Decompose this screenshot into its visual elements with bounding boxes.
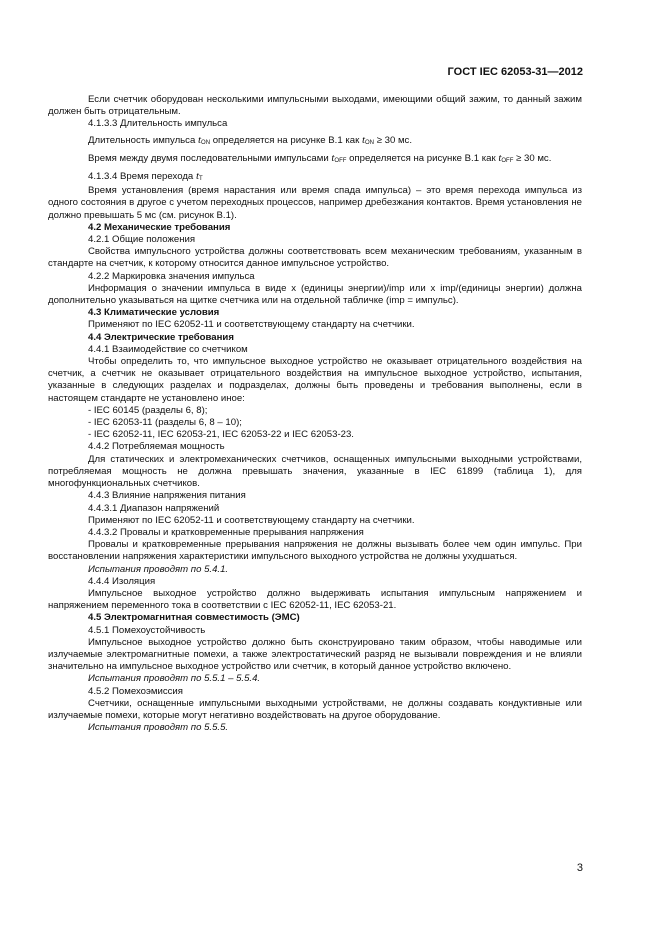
paragraph: Применяют по IEC 62052-11 и соответствующему стандарту на счетчики. xyxy=(88,514,415,526)
paragraph: Провалы и кратковременные прерывания напряжения не должны вызывать более чем один импульс. При восстановлении напряжения характеристики импульсного выходного устройства не должны ухудшаться. xyxy=(48,539,582,563)
t-on-symbol: tON xyxy=(361,133,375,146)
paragraph: Информация о значении импульса в виде x (единицы энергии)/imp или x imp/(единицы энергии) должна дополнительно указываться на щитке счетчика или на отдельной табличке (imp = импульс). xyxy=(48,282,582,307)
paragraph: Счетчики, оснащенные импульсными выходными устройствами, не должны создавать кондуктивные или излучаемые помехи, которые могут негативно воздействовать на другое оборудование. xyxy=(48,697,582,721)
subsection-heading: 4.2.2 Маркировка значения импульса xyxy=(88,270,255,282)
paragraph: Чтобы определить то, что импульсное выходное устройство не оказывает отрицательного воздействия на счетчик, а счетчик не оказывает отрицательного воздействия на импульсное выходное устройство, испытания, указанные в следующих разделах и подразделах, должны быть проведены и требования выполнены, если в настоящем стандарте не установлено иное: xyxy=(48,356,582,404)
paragraph: Импульсное выходное устройство должно выдерживать испытания импульсным напряжением и напряжением переменного тока в соответствии с IEC 62052-11, IEC 62053-21. xyxy=(48,587,582,612)
paragraph: Свойства импульсного устройства должны соответствовать всем механическим требованиям, указанным в стандарте на счетчик, к которому относится данное импульсное устройство. xyxy=(48,246,582,270)
subsection-heading: 4.4.3 Влияние напряжения питания xyxy=(88,490,246,502)
document-body xyxy=(48,94,582,734)
subsection-heading: 4.5.1 Помехоустойчивость xyxy=(88,624,206,636)
section-heading: 4.5 Электромагнитная совместимость (ЭМС) xyxy=(88,612,300,624)
paragraph: Для статических и электромеханических счетчиков, оснащенных импульсными выходными устройствами, потребляемая мощность не должна превышать значения, указанные в IEC 61899 (таблица 1), для многофункциональных счетчиков. xyxy=(48,453,582,490)
subsection-heading: 4.4.2 Потребляемая мощность xyxy=(88,441,225,453)
paragraph: Если счетчик оборудован несколькими импульсными выходами, имеющими общий зажим, то данный зажим должен быть отрицательным. xyxy=(48,94,582,118)
subsection-heading: 4.4.4 Изоляция xyxy=(88,575,156,587)
t-off-symbol: tOFF xyxy=(498,151,514,164)
subsection-heading: 4.4.3.2 Провалы и кратковременные прерывания напряжения xyxy=(88,526,364,538)
subsection-heading: 4.4.1 Взаимодействие со счетчиком xyxy=(88,343,248,355)
section-heading: 4.3 Климатические условия xyxy=(88,307,220,319)
paragraph: Время установления (время нарастания или время спада импульса) – это время перехода импульса из одного состояния в другое с учетом переходных процессов, например дребезжания контактов. Время установления не должно превышать 5 мс (см. рисунок В.1). xyxy=(48,185,582,221)
t-off-symbol: tOFF xyxy=(331,151,347,164)
t-on-symbol: tON xyxy=(197,133,211,146)
list-item: - IEC 60145 (разделы 6, 8); xyxy=(88,404,208,416)
t-t-symbol: tT xyxy=(195,170,203,183)
test-reference: Испытания проводят по 5.5.1 – 5.5.4. xyxy=(88,673,261,685)
paragraph: Импульсное выходное устройство должно быть сконструировано таким образом, чтобы наводимые или излучаемые электромагнитные помехи, а также электростатический разряд не вызывали повреждения и не влияли значительно на импульсное выходное устройство или счетчик, в который данное устройство включено. xyxy=(48,636,582,673)
document-header: ГОСТ IEC 62053-31—2012 xyxy=(447,66,583,78)
list-item: - IEC 62053-11 (разделы 6, 8 – 10); xyxy=(88,417,242,429)
subsection-heading: 4.1.3.3 Длительность импульса xyxy=(88,118,228,130)
test-reference: Испытания проводят по 5.4.1. xyxy=(88,563,229,575)
subsection-heading: 4.1.3.4 Время перехода tT xyxy=(88,170,203,183)
test-reference: Испытания проводят по 5.5.5. xyxy=(88,722,229,734)
subsection-heading: 4.5.2 Помехоэмиссия xyxy=(88,685,183,697)
section-heading: 4.2 Механические требования xyxy=(88,221,231,233)
paragraph-pulse-interval: Время между двумя последовательными импульсами tOFF определяется на рисунке В.1 как tOFF ≥ 30 мс. xyxy=(88,151,552,164)
subsection-heading: 4.4.3.1 Диапазон напряжений xyxy=(88,502,220,514)
section-heading: 4.4 Электрические требования xyxy=(88,331,234,343)
list-item: - IEC 62052-11, IEC 62053-21, IEC 62053-22 и IEC 62053-23. xyxy=(88,429,354,441)
subsection-heading: 4.2.1 Общие положения xyxy=(88,234,196,246)
page-number: 3 xyxy=(576,862,583,874)
paragraph: Применяют по IEC 62052-11 и соответствующему стандарту на счетчики. xyxy=(88,319,415,331)
paragraph-pulse-duration: Длительность импульса tON определяется на рисунке В.1 как tON ≥ 30 мс. xyxy=(88,133,413,146)
